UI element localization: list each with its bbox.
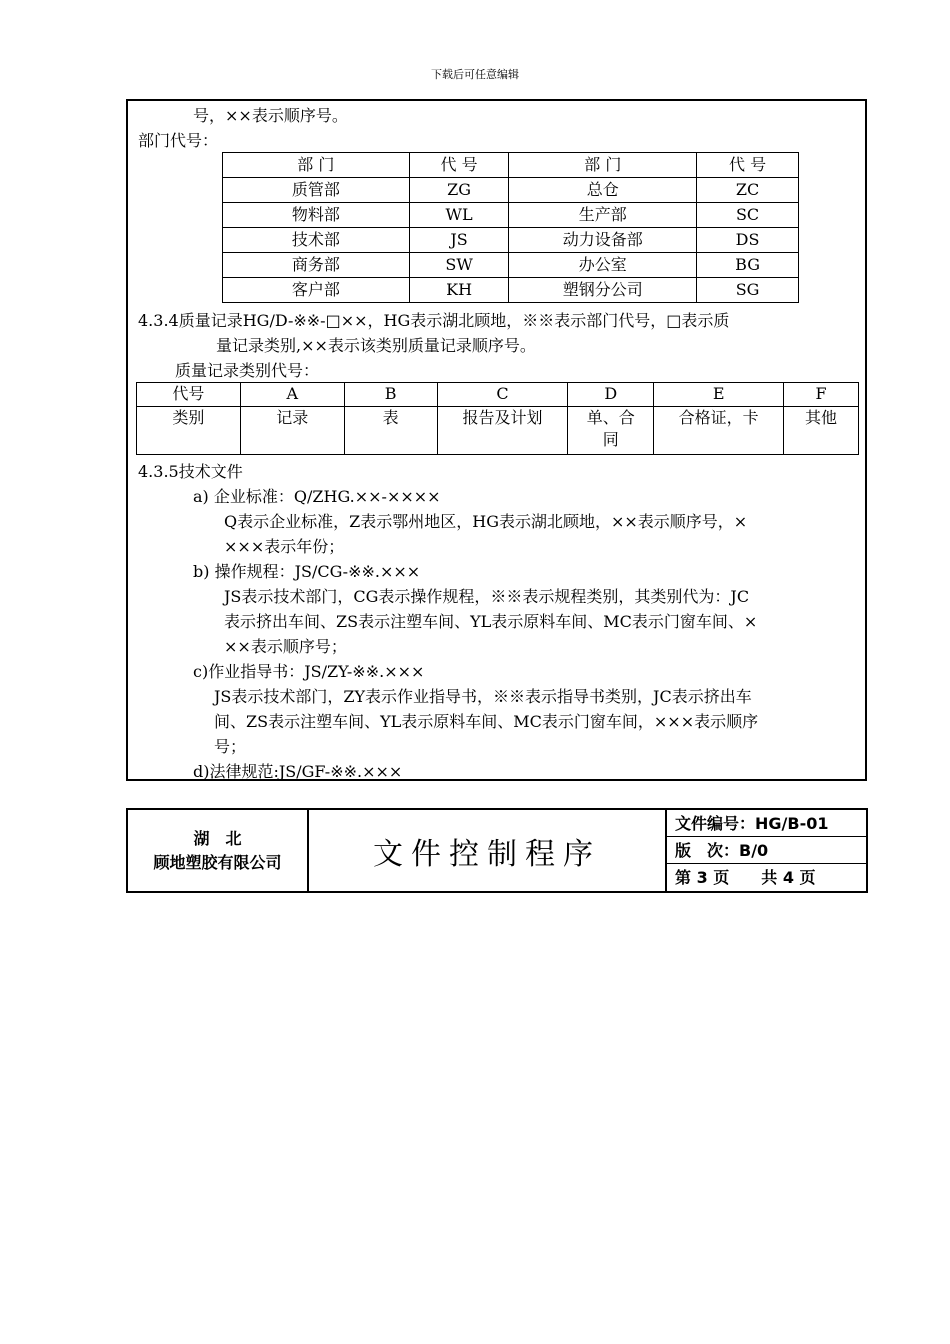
table-header-row [137, 383, 859, 407]
company-name [128, 810, 309, 891]
table-row [223, 203, 799, 228]
table-header-cell: 部 门 [509, 153, 697, 178]
header-note: 下载后可任意编辑 [431, 68, 519, 81]
table-cell: KH [409, 278, 509, 303]
table-cell: C [437, 383, 568, 407]
item-b-desc: 表示挤出车间、ZS表示注塑车间、YL表示原料车间、MC表示门窗车间、× [224, 612, 758, 631]
cell-line: 单、合 [586, 408, 635, 427]
table-cell: DS [697, 228, 799, 253]
table-cell: 商务部 [223, 253, 410, 278]
table-cell: 动力设备部 [509, 228, 697, 253]
table-cell: BG [697, 253, 799, 278]
document-footer [126, 808, 868, 893]
table-cell: 客户部 [223, 278, 410, 303]
company-line: 湖 北 [193, 828, 242, 848]
table-cell: SC [697, 203, 799, 228]
table-cell: SW [409, 253, 509, 278]
item-c-title: c)作业指导书：JS/ZY-※※.××× [193, 662, 425, 681]
table-cell: 技术部 [223, 228, 410, 253]
table-cell [568, 407, 654, 455]
table-cell: 总仓 [509, 178, 697, 203]
table-cell: WL [409, 203, 509, 228]
quality-record-label: 质量记录类别代号： [175, 361, 320, 380]
table-cell: B [344, 383, 437, 407]
document-version: 版 次：B/0 [667, 837, 866, 864]
table-cell: 物料部 [223, 203, 410, 228]
page-number: 第 3 页 共 4 页 [675, 868, 816, 887]
table-cell: JS [409, 228, 509, 253]
text-line: 号，××表示顺序号。 [193, 106, 348, 125]
table-cell: D [568, 383, 654, 407]
table-header-cell: 部 门 [223, 153, 410, 178]
table-header-row [223, 153, 799, 178]
cell-line: 表 [382, 408, 399, 427]
cell-line: 报告及计划 [462, 408, 543, 427]
table-row [223, 178, 799, 203]
table-cell [137, 407, 241, 455]
table-cell: F [784, 383, 859, 407]
content-box [126, 99, 867, 781]
item-c-desc: JS表示技术部门，ZY表示作业指导书，※※表示指导书类别，JC表示挤出车 [214, 687, 752, 706]
item-b-desc: ××表示顺序号； [224, 637, 347, 656]
document-number: 文件编号：HG/B-01 [667, 810, 866, 837]
item-a-desc: Q表示企业标准，Z表示鄂州地区，HG表示湖北顾地，××表示顺序号，× [224, 512, 748, 531]
cell-line: 同 [602, 430, 619, 449]
table-cell: E [654, 383, 784, 407]
table-cell: SG [697, 278, 799, 303]
table-cell: 代号 [137, 383, 241, 407]
item-a-title: a) 企业标准：Q/ZHG.××-×××× [193, 487, 441, 506]
table-cell: 办公室 [509, 253, 697, 278]
item-c-desc: 号； [214, 737, 247, 756]
cell-line: 类别 [172, 408, 205, 427]
table-cell [437, 407, 568, 455]
table-cell: A [240, 383, 344, 407]
table-header-cell: 代 号 [409, 153, 509, 178]
table-cell: 生产部 [509, 203, 697, 228]
item-b-title: b) 操作规程：JS/CG-※※.××× [193, 562, 421, 581]
company-line: 顾地塑胶有限公司 [153, 852, 282, 872]
table-cell: ZG [409, 178, 509, 203]
cell-line: 其他 [805, 408, 838, 427]
dept-code-table [222, 152, 799, 303]
table-cell [240, 407, 344, 455]
item-d-title: d)法律规范:JS/GF-※※.××× [193, 762, 403, 781]
cell-line: 合格证，卡 [678, 408, 759, 427]
table-row [223, 278, 799, 303]
table-header-cell: 代 号 [697, 153, 799, 178]
table-cell [344, 407, 437, 455]
table-cell: 塑钢分公司 [509, 278, 697, 303]
section-4-3-4-line1: 4.3.4质量记录HG/D-※※-□××，HG表示湖北顾地，※※表示部门代号，□表示质 [138, 311, 730, 330]
item-b-desc: JS表示技术部门，CG表示操作规程，※※表示规程类别，其类别代为：JC [224, 587, 750, 606]
item-a-desc: ×××表示年份； [224, 537, 345, 556]
item-c-desc: 间、ZS表示注塑车间、YL表示原料车间、MC表示门窗车间，×××表示顺序 [214, 712, 759, 731]
table-cell: 质管部 [223, 178, 410, 203]
cell-line: 记录 [276, 408, 309, 427]
table-row [223, 228, 799, 253]
quality-record-table [136, 382, 859, 455]
table-cell [784, 407, 859, 455]
document-meta [667, 810, 866, 891]
table-row [223, 253, 799, 278]
table-row [137, 407, 859, 455]
table-cell: ZC [697, 178, 799, 203]
section-4-3-4-line2: 量记录类别,××表示该类别质量记录顺序号。 [216, 336, 536, 355]
dept-code-label: 部门代号： [138, 131, 219, 150]
section-4-3-5-title: 4.3.5技术文件 [138, 462, 243, 481]
table-cell [654, 407, 784, 455]
document-title: 文件控制程序 [309, 810, 667, 891]
